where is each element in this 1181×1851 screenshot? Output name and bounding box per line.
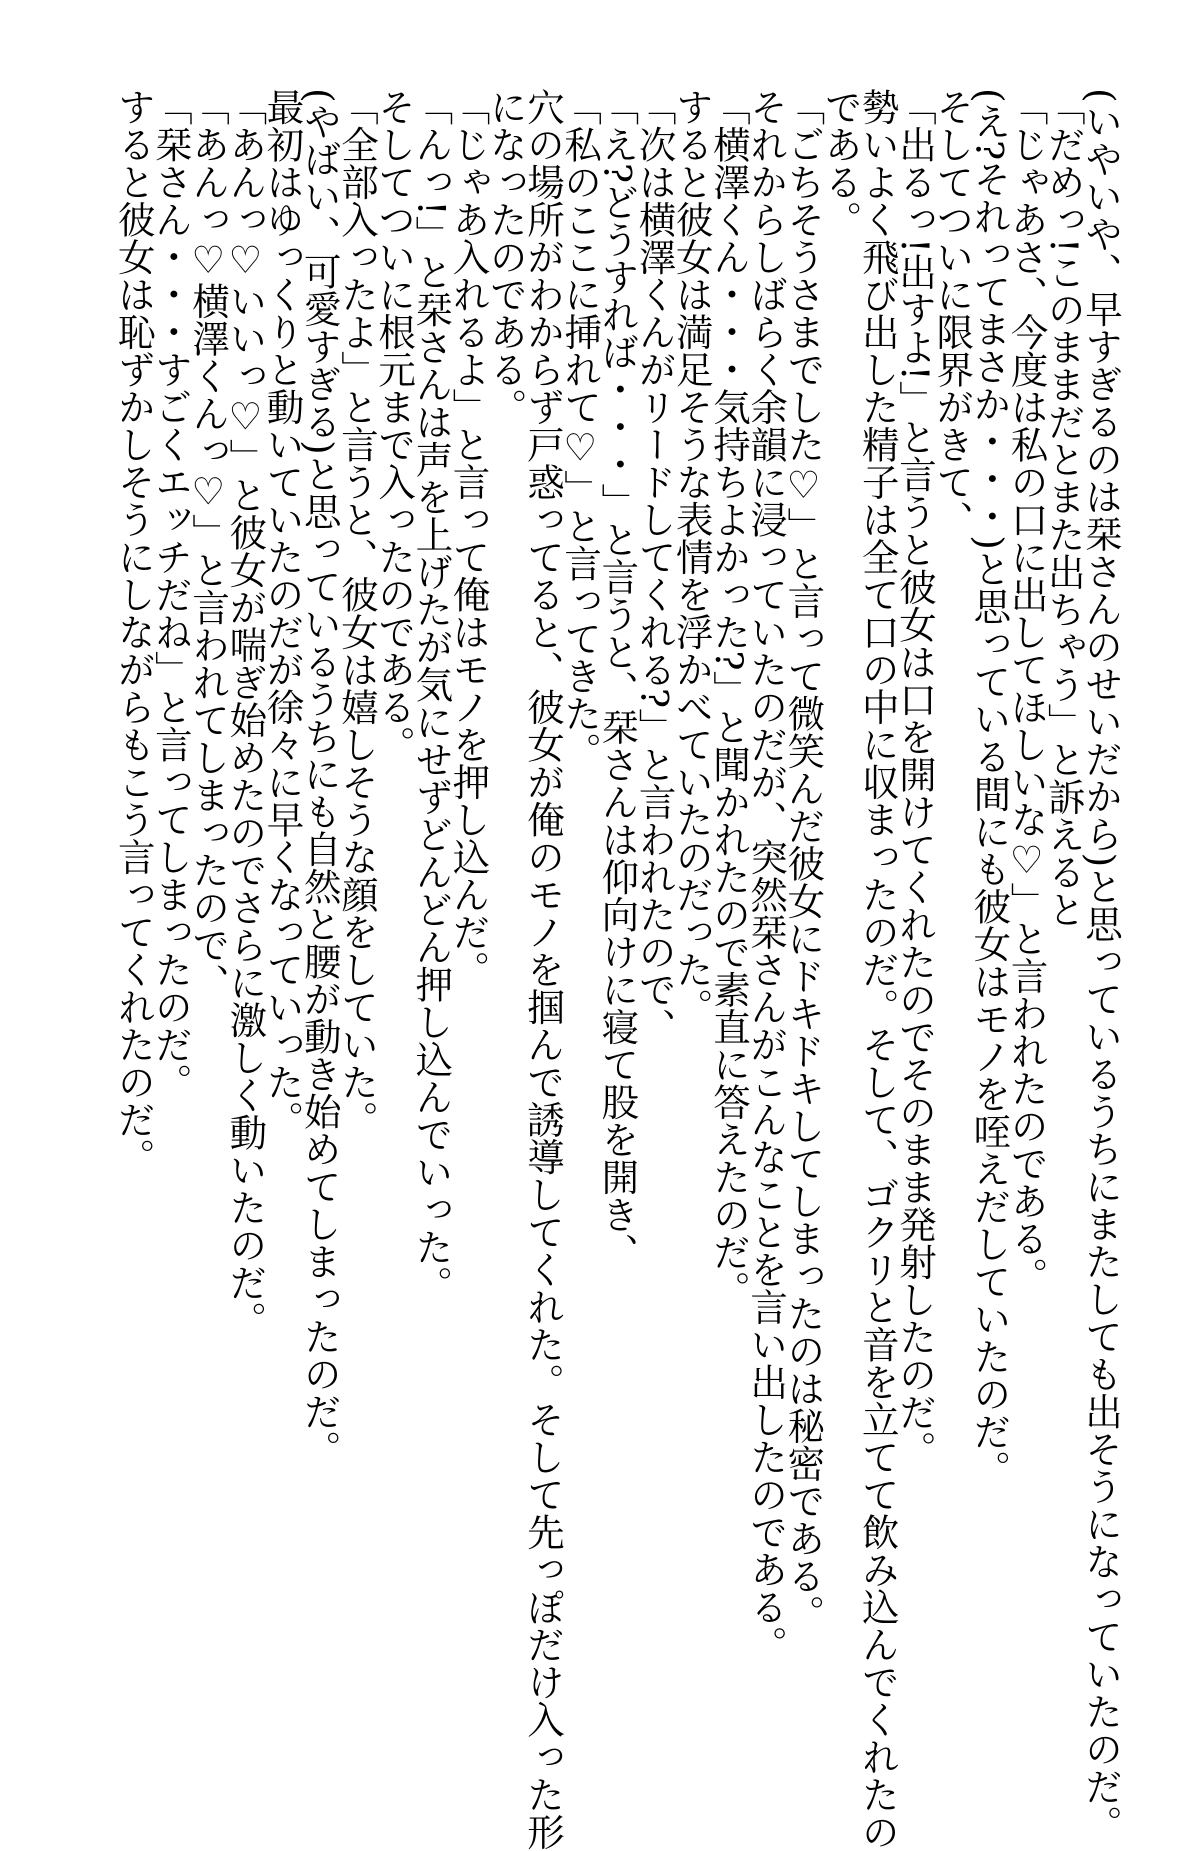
- text-line: すると彼女は恥ずかしそうにしながらもこう言ってくれたのだ。: [111, 88, 156, 1176]
- text-line: 「次は横澤くんがリードしてくれる?」と言われたので、: [632, 88, 677, 1046]
- text-line: 「横澤くん・・・気持ちよかった?」と聞かれたので素直に答えたのだ。: [706, 88, 751, 1309]
- text-line: 「全部入ったよ」と言うと、彼女は嬉しそうな顔をしていた。: [334, 88, 379, 1138]
- text-line: 最初はゆっくりと動いていたのだが徐々に早くなっていった。: [260, 88, 305, 1138]
- text-line: そしてついに限界がきて、: [930, 88, 975, 538]
- text-line: すると彼女は満足そうな表情を浮かべていたのだった。: [669, 88, 714, 1026]
- text-line: 「あんっ♡横澤くんっ♡」と言われてしまったので、: [186, 88, 231, 1001]
- text-line: 「んっ!」と栞さんは声を上げたが気にせずどんどん押し込んでいった。: [409, 88, 454, 1304]
- text-line: (え?それってまさか・・・)と思っている間にも彼女はモノを咥えだしていたのだ。: [967, 88, 1012, 1488]
- text-line: 勢いよく飛び出した精子は全て口の中に収まったのだ。そして、ゴクリと音を立てて飲み込んでくれたの: [855, 88, 900, 1851]
- text-line: (やばい、可愛すぎる)と思っているうちにも自然と腰が動き始めてしまったのだ。: [297, 88, 342, 1468]
- text-line: になったのである。: [483, 88, 528, 426]
- vertical-text-body: [111, 88, 1123, 1851]
- text-line: である。: [818, 88, 863, 238]
- text-line: 「出るっ!出すよ!」と言うと彼女は口を開けてくれたのでそのまま発射したのだ。: [892, 88, 937, 1469]
- text-line: 「だめっ!このままだとまた出ちゃう」と訴えると: [1041, 88, 1086, 929]
- text-line: そしてついに根元まで入ったのである。: [372, 88, 417, 763]
- text-line: 穴の場所がわからず戸惑ってると、彼女が俺のモノを掴んで誘導してくれた。そして先っぽだけ入った形: [520, 88, 565, 1851]
- text-line: それからしばらく余韻に浸っていたのだが、突然栞さんがこんなことを言い出したのである。: [744, 88, 789, 1663]
- text-line: 「栞さん・・・すごくエッチだね」と言ってしまったのだ。: [148, 88, 193, 1101]
- text-line: 「え?どうすれば・・・」と言うと、栞さんは仰向けに寝て股を開き、: [595, 88, 640, 1271]
- text-line: 「私のここに挿れて♡」と言ってきた。: [558, 88, 603, 770]
- text-line: 「ごちそうさまでした♡」と言って微笑んだ彼女にドキドキしてしまったのは秘密である。: [781, 88, 826, 1632]
- text-line: (いやいや、早すぎるのは栞さんのせいだから)と思っているうちにまたしても出そうになっていたのだ。: [1079, 88, 1123, 1843]
- text-line: 「じゃあ入れるよ」と言って俺はモノを押し込んだ。: [446, 88, 491, 988]
- text-line: 「じゃあさ、今度は私の口に出してほしいな♡」と言われたのである。: [1004, 88, 1049, 1295]
- text-line: 「あんっ♡いいっ♡」と彼女が喘ぎ始めたのでさらに激しく動いたのだ。: [223, 88, 268, 1339]
